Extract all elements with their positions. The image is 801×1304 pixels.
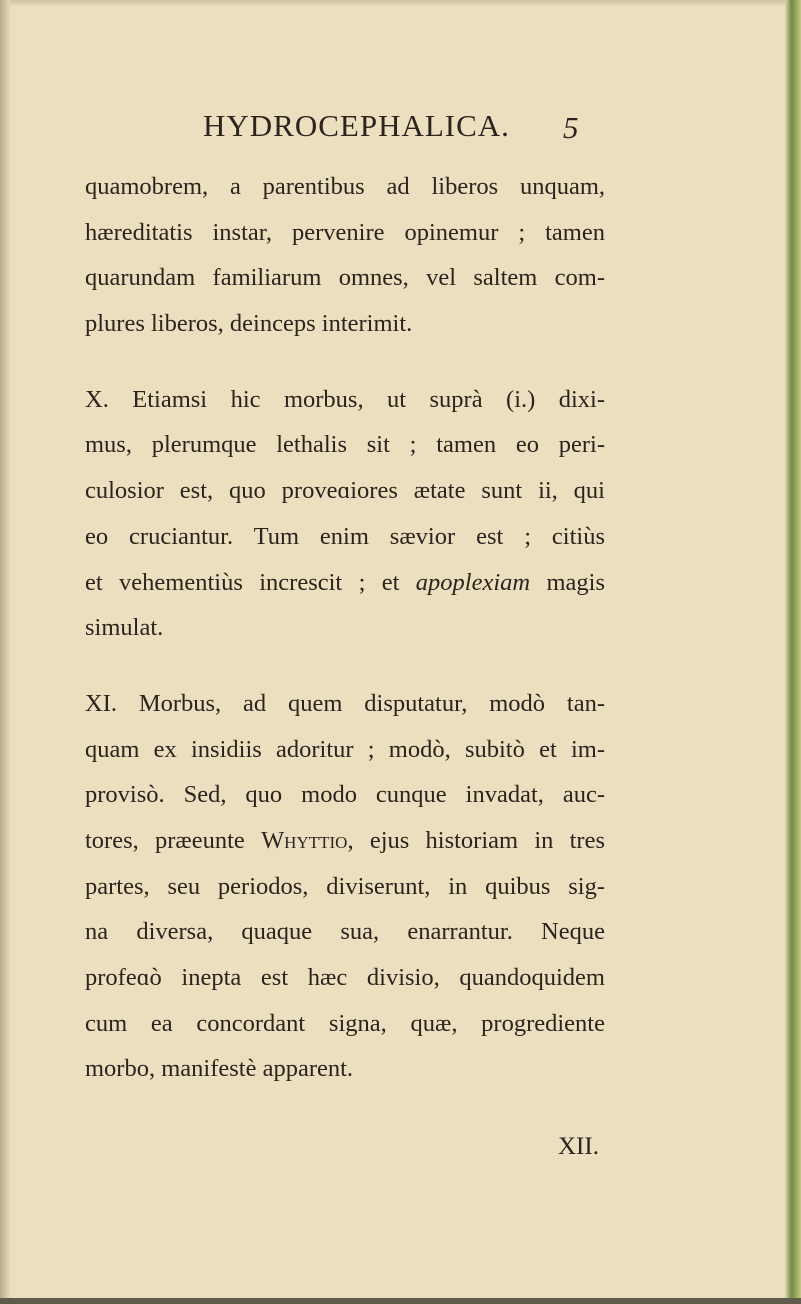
text-line: XI. Morbus, ad quem disputatur, modò tan- [85, 689, 605, 717]
text-line: X. Etiamsi hic morbus, ut suprà (i.) dixi- [85, 385, 605, 413]
text-line: provisò. Sed, quo modo cunque invadat, auc- [85, 781, 605, 809]
text-fragment: magis [546, 568, 605, 596]
paragraph-1 [85, 164, 605, 347]
text-line: partes, seu periodos, diviserunt, in quibus sig- [85, 872, 605, 900]
text-fragment: et vehementiùs increscit ; [85, 568, 366, 596]
text-line: na diversa, quaque sua, enarrantur. Neque [85, 918, 605, 946]
text-line: cum ea concordant signa, quæ, progrediente [85, 1009, 605, 1037]
text-line-mixed [85, 560, 605, 606]
text-line: quamobrem, a parentibus ad liberos unquam, [85, 173, 605, 200]
text-line-mixed [85, 818, 605, 864]
page-top-edge [0, 0, 801, 6]
body-text [85, 164, 605, 1092]
running-head [0, 106, 801, 146]
paragraph-3 [85, 681, 605, 1092]
running-title: HYDROCEPHALICA. [203, 108, 510, 143]
text-line: quam ex insidiis adoritur ; modò, subitò et im- [85, 735, 605, 763]
text-line: morbo, manifestè apparent. [85, 1055, 354, 1083]
text-line: quarundam familiarum omnes, vel saltem com- [85, 264, 605, 292]
catchword: XII. [558, 1133, 599, 1160]
italic-term: apoplexiam [415, 568, 531, 596]
text-line: plures liberos, deinceps interimit. [85, 310, 413, 338]
text-fragment: tores, præeunte [85, 826, 245, 854]
text-fragment: et [381, 568, 400, 596]
page-binding-edge [785, 0, 801, 1304]
text-fragment: ejus historiam in tres [369, 826, 606, 854]
page-number: 5 [563, 110, 579, 145]
text-line: culosior est, quo proveɑiores ætate sunt ii, qui [85, 477, 605, 505]
text-line: profeɑò inepta est hæc divisio, quandoquidem [85, 964, 605, 991]
page-bottom-edge [0, 1298, 801, 1304]
paragraph-2 [85, 377, 605, 651]
page-left-shadow [0, 0, 10, 1304]
text-line: mus, plerumque lethalis sit ; tamen eo peri- [85, 431, 605, 459]
author-name: Whyttio, [261, 826, 354, 854]
text-line: eo cruciantur. Tum enim sævior est ; citiùs [85, 522, 605, 550]
text-line: simulat. [85, 614, 164, 642]
text-line: hæreditatis instar, pervenire opinemur ; tamen [85, 218, 605, 246]
